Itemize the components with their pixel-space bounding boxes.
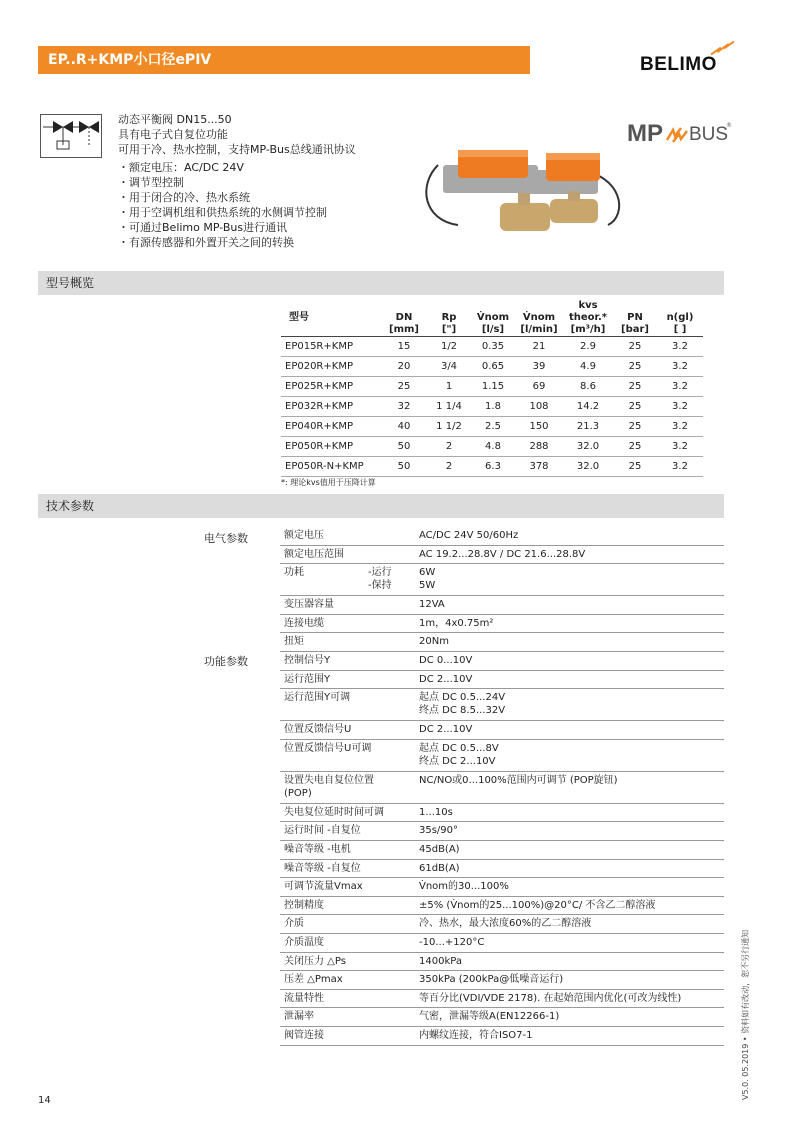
- feature-item: ・可通过Belimo MP-Bus进行通讯: [118, 221, 288, 234]
- table-row: [281, 417, 703, 437]
- belimo-logo: [640, 44, 735, 74]
- table-cell: EP032R+KMP: [281, 397, 381, 417]
- table-cell: 1 1/2: [427, 417, 471, 437]
- mpbus-reg: ®: [726, 122, 732, 129]
- param-value: 61dB(A): [419, 862, 460, 874]
- param-row: [280, 952, 724, 972]
- column-header: PN [bar]: [613, 300, 657, 337]
- column-header: DN [mm]: [381, 300, 427, 337]
- param-label: 介质温度: [284, 937, 324, 948]
- table-row: [281, 377, 703, 397]
- valve-symbol-icon: [40, 114, 102, 158]
- param-row: [280, 632, 724, 652]
- param-label: 控制精度: [284, 899, 324, 911]
- table-cell: 6.3: [471, 457, 515, 477]
- param-value: 起点 DC 0.5...24V 终点 DC 8.5...32V: [419, 692, 506, 717]
- table-cell: 150: [515, 417, 563, 437]
- param-value: 1...10s: [419, 806, 453, 818]
- param-label: 介质: [284, 918, 304, 930]
- feature-item: ・用于空调机组和供热系统的水侧调节控制: [118, 206, 327, 219]
- intro-text: [118, 112, 356, 157]
- param-row: [280, 840, 724, 860]
- mpbus-logo: [627, 120, 732, 150]
- table-cell: 0.65: [471, 357, 515, 377]
- param-label: 位置反馈信号U: [284, 724, 352, 736]
- param-label: 运行范围Y可调: [284, 692, 351, 704]
- table-cell: 3.2: [657, 437, 703, 457]
- param-row: [280, 670, 724, 690]
- param-label: 运行时间 -自复位: [284, 825, 361, 837]
- param-value: AC/DC 24V 50/60Hz: [419, 530, 519, 541]
- param-value: 内螺纹连接，符合ISO7-1: [419, 1030, 533, 1041]
- feature-item: ・额定电压：AC/DC 24V: [118, 161, 244, 174]
- param-row: [280, 563, 724, 596]
- param-value: NC/NO或0...100%范围内可调节 (POP旋钮): [419, 774, 618, 786]
- param-row: [280, 859, 724, 879]
- param-label: 额定电压: [284, 530, 324, 541]
- param-row: [280, 803, 724, 823]
- feature-item: ・有源传感器和外置开关之间的转换: [118, 236, 294, 249]
- param-label: 位置反馈信号U可调: [284, 742, 372, 754]
- column-header: kvs theor.* [m³/h]: [563, 300, 613, 337]
- table-header-row: [281, 300, 703, 337]
- param-row: [280, 771, 724, 804]
- param-label: 流量特性: [284, 992, 324, 1004]
- param-label: 扭矩: [284, 636, 304, 648]
- param-value: 350kPa (200kPa@低噪音运行): [419, 974, 564, 986]
- table-cell: 3.2: [657, 357, 703, 377]
- mpbus-arrows-icon: [665, 126, 689, 144]
- table-cell: 1 1/4: [427, 397, 471, 417]
- param-row: [280, 545, 724, 565]
- table-cell: 69: [515, 377, 563, 397]
- param-label: 功耗: [284, 567, 304, 579]
- param-row: [280, 914, 724, 934]
- param-label: 压差 △Pmax: [284, 974, 343, 986]
- param-value: 35s/90°: [419, 825, 459, 837]
- param-row: [280, 614, 724, 634]
- page-number: 14: [38, 1095, 51, 1106]
- param-label: 关闭压力 △Ps: [284, 955, 346, 967]
- table-cell: 25: [613, 357, 657, 377]
- param-row: [280, 877, 724, 897]
- table-cell: 3/4: [427, 357, 471, 377]
- param-label: 变压器容量: [284, 599, 334, 611]
- intro-line: 具有电子式自复位功能: [118, 128, 228, 141]
- table-cell: 8.6: [563, 377, 613, 397]
- table-cell: 2: [427, 437, 471, 457]
- table-row: [281, 457, 703, 477]
- feature-list: [118, 160, 327, 250]
- param-row: [280, 688, 724, 721]
- table-cell: 1: [427, 377, 471, 397]
- param-label: 连接电缆: [284, 617, 324, 629]
- table-cell: 32.0: [563, 437, 613, 457]
- param-label: 额定电压范围: [284, 548, 344, 560]
- table-cell: 14.2: [563, 397, 613, 417]
- table-cell: 3.2: [657, 417, 703, 437]
- table-cell: 39: [515, 357, 563, 377]
- table-cell: 25: [613, 377, 657, 397]
- table-cell: 50: [381, 457, 427, 477]
- param-row: [280, 1026, 724, 1046]
- param-label: 控制信号Y: [284, 655, 331, 666]
- group-label-electrical: 电气参数: [204, 532, 248, 545]
- table-cell: 288: [515, 437, 563, 457]
- param-sublabel: -运行 -保持: [368, 567, 392, 592]
- param-value: 6W 5W: [419, 567, 436, 592]
- table-cell: 40: [381, 417, 427, 437]
- param-row: [280, 989, 724, 1009]
- param-row: [280, 933, 724, 953]
- param-value: 20Nm: [419, 636, 449, 648]
- param-value: ±5% (V̇nom的25...100%)@20°C/ 不含乙二醇溶液: [419, 899, 656, 911]
- column-header: n(gl) [ ]: [657, 300, 703, 337]
- param-row: [280, 720, 724, 740]
- table-cell: 1.8: [471, 397, 515, 417]
- table-cell: 21: [515, 337, 563, 357]
- table-cell: EP040R+KMP: [281, 417, 381, 437]
- mpbus-bus: BUS: [689, 124, 729, 145]
- feature-item: ・用于闭合的冷、热水系统: [118, 191, 250, 204]
- table-cell: 1.15: [471, 377, 515, 397]
- table-row: [281, 357, 703, 377]
- param-value: DC 0...10V: [419, 655, 473, 666]
- intro-line: 动态平衡阀 DN15...50: [118, 113, 232, 126]
- table-cell: 21.3: [563, 417, 613, 437]
- param-value: 冷、热水，最大浓度60%的乙二醇溶液: [419, 918, 592, 930]
- param-label: 可调节流量Vmax: [284, 881, 363, 893]
- product-photo: [418, 145, 630, 240]
- table-cell: 3.2: [657, 337, 703, 357]
- table-cell: 50: [381, 437, 427, 457]
- table-cell: EP025R+KMP: [281, 377, 381, 397]
- table-cell: EP050R-N+KMP: [281, 457, 381, 477]
- param-value: V̇nom的30...100%: [419, 881, 509, 893]
- table-cell: 3.2: [657, 397, 703, 417]
- table-cell: EP015R+KMP: [281, 337, 381, 357]
- section-header-tech: 技术参数: [38, 494, 724, 518]
- table-cell: 15: [381, 337, 427, 357]
- logo-text: BELIMO: [640, 54, 717, 75]
- intro-line: 可用于冷、热水控制，支持MP-Bus总线通讯协议: [118, 143, 356, 156]
- table-cell: 378: [515, 457, 563, 477]
- section-header-overview: 型号概览: [38, 271, 724, 295]
- param-row: [280, 739, 724, 772]
- param-value: DC 2...10V: [419, 724, 473, 736]
- param-label: 噪音等级 -电机: [284, 844, 351, 855]
- column-header: Rp ["]: [427, 300, 471, 337]
- table-row: [281, 337, 703, 357]
- table-cell: 20: [381, 357, 427, 377]
- page-title: EP..R+KMP小口径ePIV: [38, 46, 530, 74]
- param-value: 气密，泄漏等级A(EN12266-1): [419, 1011, 560, 1023]
- param-label: 阀管连接: [284, 1030, 324, 1041]
- table-cell: 4.9: [563, 357, 613, 377]
- param-value: 等百分比(VDI/VDE 2178). 在起始范围内优化(可改为线性): [419, 992, 682, 1004]
- param-label: 噪音等级 -自复位: [284, 862, 361, 874]
- param-row: [280, 970, 724, 990]
- param-label: 泄漏率: [284, 1011, 314, 1023]
- param-value: DC 2...10V: [419, 673, 473, 685]
- table-row: [281, 397, 703, 417]
- table-cell: EP020R+KMP: [281, 357, 381, 377]
- feature-item: ・调节型控制: [118, 176, 184, 189]
- column-header: V̇nom [l/s]: [471, 300, 515, 337]
- side-note: V5.0. 05.2019 • 资料如有改动，恕不另行通知: [741, 929, 750, 1100]
- table-cell: 3.2: [657, 457, 703, 477]
- table-cell: 2: [427, 457, 471, 477]
- table-cell: 32.0: [563, 457, 613, 477]
- param-row: [280, 526, 724, 546]
- table-row: [281, 437, 703, 457]
- param-value: 起点 DC 0.5...8V 终点 DC 2...10V: [419, 742, 499, 767]
- param-value: 1m，4x0.75m²: [419, 617, 494, 629]
- table-cell: 3.2: [657, 377, 703, 397]
- param-value: AC 19.2...28.8V / DC 21.6...28.8V: [419, 548, 586, 560]
- table-cell: 0.35: [471, 337, 515, 357]
- group-label-functional: 功能参数: [204, 655, 248, 668]
- table-cell: 25: [613, 437, 657, 457]
- mpbus-mp: MP: [627, 120, 663, 147]
- param-row: [280, 651, 724, 671]
- column-header: V̇nom [l/min]: [515, 300, 563, 337]
- param-row: [280, 896, 724, 916]
- table-cell: 25: [381, 377, 427, 397]
- table-cell: 4.8: [471, 437, 515, 457]
- table-cell: 25: [613, 337, 657, 357]
- param-row: [280, 595, 724, 615]
- param-value: -10...+120°C: [419, 937, 485, 948]
- table-cell: 25: [613, 397, 657, 417]
- column-header: 型号: [281, 300, 381, 337]
- table-cell: 2.9: [563, 337, 613, 357]
- table-cell: EP050R+KMP: [281, 437, 381, 457]
- param-label: 设置失电自复位位置 (POP): [284, 774, 374, 799]
- param-row: [280, 821, 724, 841]
- param-label: 失电复位延时时间可调: [284, 806, 384, 818]
- param-label: 运行范围Y: [284, 673, 331, 685]
- param-value: 12VA: [419, 599, 445, 611]
- param-row: [280, 1007, 724, 1027]
- model-overview-table: [281, 300, 703, 477]
- table-cell: 32: [381, 397, 427, 417]
- table-footnote: *: 理论kvs值用于压降计算: [281, 478, 376, 487]
- param-value: 1400kPa: [419, 955, 462, 967]
- param-value: 45dB(A): [419, 844, 460, 855]
- table-cell: 108: [515, 397, 563, 417]
- table-cell: 25: [613, 417, 657, 437]
- table-cell: 2.5: [471, 417, 515, 437]
- table-cell: 25: [613, 457, 657, 477]
- table-cell: 1/2: [427, 337, 471, 357]
